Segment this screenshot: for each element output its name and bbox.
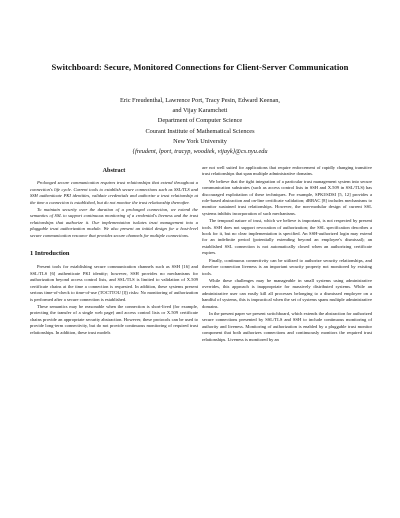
abstract-paragraph: To maintain security over the duration of a prolonged connection, we extend the semantics of SSL to support continuous monitoring of a credential's liveness and the trust relationships that authorize it. Our implementation isolates trust management into a pluggable trust authorization module. We also present an initial design for a host-level secure communication resource that provides secure channels for multiple connections. <box>30 207 198 238</box>
left-column <box>30 168 198 336</box>
author-line: Eric Freudenthal, Lawrence Port, Tracy Pesin, Edward Keenan, <box>120 97 280 104</box>
affiliation-line: New York University <box>173 137 227 145</box>
affiliation-line: Department of Computer Science <box>157 117 243 125</box>
section-heading-introduction: 1 Introduction <box>30 250 70 258</box>
right-column <box>202 165 372 343</box>
paper-title: Switchboard: Secure, Monitored Connections for Client-Server Communication <box>51 62 349 72</box>
abstract-heading: Abstract <box>102 168 126 174</box>
abstract <box>30 180 198 239</box>
author-line: and Vijay Karamcheti <box>172 107 228 115</box>
body-paragraph: While these challenges may be manageable in small systems using administrative overrides, this approach is inappropriate for massively distributed systems. While an administrative user can easily kill all processes belonging to a dismissed employee on a handful of systems, this is impractical when the set of systems spans multiple administrative domains. <box>202 277 372 309</box>
body-paragraph: The temporal nature of trust, which we believe is important, is not respected by present tools. SSH does not support revocation of authorization; the SSL specification describes a hook for it, but no clear implementation is specified. An SSH-authorized login may extend for an indefinite period (potentially extending beyond an employee's dismissal); an established SSL connection is not automatically closed when an authorizing certificate expires. <box>202 218 372 256</box>
body-paragraph: are not well suited for applications that require enforcement of rapidly changing transitive trust relationships that span multiple administrative domains. <box>202 165 372 177</box>
body-paragraph: In the present paper we present switchboard, which extends the abstraction for authorized secure connections presented by SSL/TLS and SSH to include continuous monitoring of authority and liveness. Monitoring of authorization is enabled by a pluggable trust monitor component that both authorizes connections and continuously monitors the required trust relationships. Liveness is monitored by an <box>202 310 372 342</box>
body-paragraph: These semantics may be reasonable when the connection is short-lived (for example, protecting the transfer of a single web page) and access control lists or X.509 certificate chains provide an appropriate security abstraction. However, these protocols can be used to provide long-term connectivity, but do not provide continuous monitoring of required trust relationships. In addition, these trust models <box>30 303 198 335</box>
email-line: {freudent, lport, tracyp, woodiek, vijayk}@cs.nyu.edu <box>132 148 268 156</box>
author-block <box>60 96 340 157</box>
body-paragraph: We believe that the tight integration of a particular trust management system into secure communication substrates (such as access control lists in SSH and X.509 in SSL/TLS) has discouraged exploitation of these techniques. For example, SPKI/SDSI [5, 12] provides a role-based abstraction and on-line certificate validation; dRBAC [8] includes mechanisms to monitor sustained trust relationships. However, the non-modular design of current SSL systems inhibits incorporation of such mechanisms. <box>202 178 372 216</box>
affiliation-line: Courant Institute of Mathematical Sciences <box>145 127 255 135</box>
body-paragraph: Finally, continuous connectivity can be utilized to authorize security relationships, and therefore connection liveness is an important security property not monitored by existing tools. <box>202 257 372 276</box>
abstract-paragraph: Prolonged secure communication requires trust relationships that extend throughout a connection's life cycle. Current tools to establish secure connections such as SSL/TLS and SSH authenticate PKI identities, validate credentials and authorize a trust relationship at the time a connection is established, but do not monitor the trust relationship thereafter. <box>30 180 198 205</box>
body-paragraph: Present tools for establishing secure communication channels such as SSH [16] and SSL/TLS [6] authenticate PKI identity; however, SSH provides no mechanisms for authorization beyond access control lists, and SSL/TLS is limited to validation of X.509 certificate chains at the time a connection is requested. In addition, these systems present serious time-of-check to time-of-use (TOCTTOU [l]) risks: No monitoring of authorization is performed after a secure connection is established. <box>30 264 198 302</box>
